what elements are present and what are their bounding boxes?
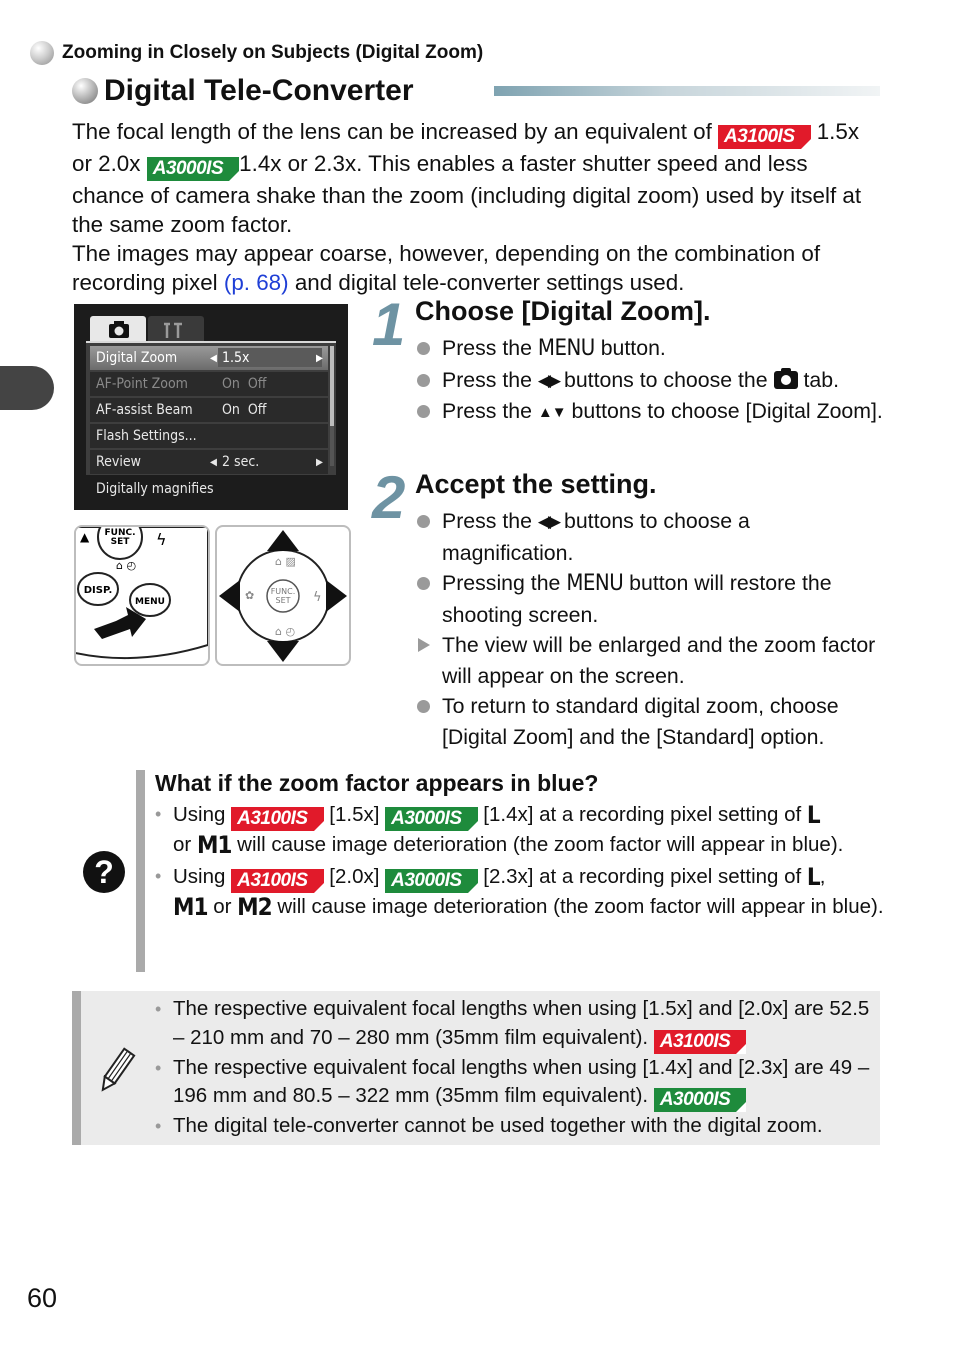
tools-icon [148,316,204,342]
lcd-camera-tab [90,316,146,342]
note-box-bar [72,991,81,1145]
camera-tab-icon [774,371,798,389]
left-arrow-icon [219,580,240,612]
step-2-title: Accept the setting. [415,469,657,499]
step-1-bullets [414,333,886,429]
down-arrow-icon [267,641,299,662]
control-dial-drawing [217,527,349,664]
camera-back-drawing [76,527,208,664]
pixel-l-icon: L [806,801,820,829]
title-rule [494,86,880,96]
svg-text:SET: SET [110,537,130,547]
arrow-left-right-icon: ◀▶ [537,512,559,531]
a3000-badge: A3000IS [385,807,477,831]
pencil-icon [96,1046,136,1096]
control-dial-illustration [215,525,351,666]
lcd-row-af-point-zoom[interactable]: AF-Point Zoom On Off [90,372,328,396]
list-item: Press the ◀▶ buttons to choose the tab. [414,365,886,397]
list-item: Press the ▲▼ buttons to choose [Digital Zoom]. [414,396,886,429]
lcd-row-digital-zoom[interactable]: Digital Zoom ◀ 1.5x ▶ [90,346,328,370]
camera-buttons-illustration [74,525,210,666]
svg-text:FUNC.: FUNC. [270,587,296,596]
list-item: • Using A3100IS [1.5x] A3000IS [1.4x] at a recording pixel setting of L or M1 will cause image deterioration (the zoom factor will appear in blue). [155,801,844,859]
list-item: Press the MENU button. [414,333,886,365]
lcd-footer-text: Digitally magnifies [96,481,214,497]
lcd-right-arrow-icon: ▶ [316,352,323,364]
a3100-badge: A3100IS [231,869,323,893]
arrow-left-right-icon: ◀▶ [537,370,559,390]
intro-paragraph-1: The focal length of the lens can be increased by an equivalent of A3100IS 1.5x or 2.0x A3000IS 1.4x or 2.3x. This enables a faster shutter speed and less chance of camera shake than the zoom (including digital zoom) used by itself at the same zoom factor. [72,119,862,237]
list-item: The view will be enlarged and the zoom factor will appear on the screen. [414,630,886,691]
macro-icon: ▲ [80,530,90,544]
svg-text:SET: SET [275,596,291,605]
up-arrow-icon [267,530,299,551]
arrow-up-down-icon: ▲▼ [537,404,566,421]
section-title [72,74,414,108]
svg-text:ϟ: ϟ [313,590,322,605]
section-ball-icon [72,78,98,104]
pixel-m1-icon: M1 [196,831,232,859]
step-2-bullets [414,506,886,752]
question-list [155,801,885,921]
menu-button-label: MENU [135,597,165,607]
intro-text [72,117,884,297]
question-box-bar [136,770,145,972]
list-item: Pressing the MENU button will restore the shooting screen. [414,568,886,630]
list-item: Press the ◀▶ buttons to choose a magnification. [414,506,886,568]
page-number: 60 [27,1283,58,1313]
list-item: • The respective equivalent focal lengths when using [1.5x] and [2.0x] are 52.5 – 210 mm and 70 – 280 mm (35mm film equivalent). A3100IS [155,997,870,1052]
step-number-2: 2 [372,464,406,531]
list-item: • The digital tele-converter cannot be used together with the digital zoom. [155,1114,823,1137]
lcd-row-review[interactable]: Review ◀ 2 sec. ▶ [90,450,328,474]
lcd-scrollbar-thumb [330,346,334,426]
note-list [155,995,885,1141]
running-head-text: Zooming in Closely on Subjects (Digital Zoom) [62,42,484,63]
section-title-text: Digital Tele-Converter [104,74,414,107]
a3000-badge: A3000IS [147,157,239,181]
running-head [30,40,483,66]
svg-text:⌂ ◴: ⌂ ◴ [275,625,296,638]
bullet-ball-icon [30,41,54,65]
a3000-badge: A3000IS [385,869,477,893]
a3100-badge: A3100IS [654,1030,746,1054]
lcd-right-arrow-icon: ▶ [316,456,323,468]
list-item: To return to standard digital zoom, choose [Digital Zoom] and the [Standard] option. [414,691,886,752]
disp-button-label: DISP. [83,585,113,596]
lcd-row-af-assist-beam[interactable]: AF-assist Beam On Off [90,398,328,422]
question-icon: ? [83,851,125,893]
pixel-l-icon: L [806,863,820,891]
func-label: FUNC. [104,528,136,538]
result-arrow-icon [418,638,430,652]
pixel-m2-icon: M2 [237,893,272,921]
camera-icon [90,316,146,342]
right-arrow-icon [326,580,347,612]
lcd-left-arrow-icon: ◀ [210,456,217,468]
list-item: • Using A3100IS [2.0x] A3000IS [2.3x] at a recording pixel setting of L, M1 or M2 will cause image deterioration (the zoom factor will appear in blue). [155,863,884,921]
svg-text:✿: ✿ [245,589,255,602]
chapter-side-tab [0,366,54,410]
lcd-settings-tab [148,316,204,342]
list-item: • The respective equivalent focal lengths when using [1.4x] and [2.3x] are 49 – 196 mm and 80.5 – 322 mm (35mm film equivalent). A3000IS [155,1055,870,1110]
delete-timer-icon: ⌂ ◴ [116,559,137,572]
page-link[interactable]: (p. 68) [223,270,289,295]
step-number-1: 1 [372,291,406,358]
menu-button-icon: MENU [537,336,595,361]
question-title: What if the zoom factor appears in blue? [155,770,599,796]
step-1-title: Choose [Digital Zoom]. [415,296,711,326]
pixel-m1-icon: M1 [173,893,208,921]
menu-button-icon: MENU [566,571,624,596]
a3000-badge: A3000IS [654,1088,746,1112]
svg-text:⌂ ▨: ⌂ ▨ [275,555,296,568]
a3100-badge: A3100IS [718,125,810,149]
flash-icon: ϟ [156,530,167,549]
a3100-badge: A3100IS [231,807,323,831]
lcd-row-flash-settings[interactable]: Flash Settings... [90,424,328,448]
lcd-left-arrow-icon: ◀ [210,352,217,364]
intro-paragraph-2: The images may appear coarse, however, depending on the combination of recording pixel (p. 68) and digital tele-converter settings used. [72,241,821,295]
